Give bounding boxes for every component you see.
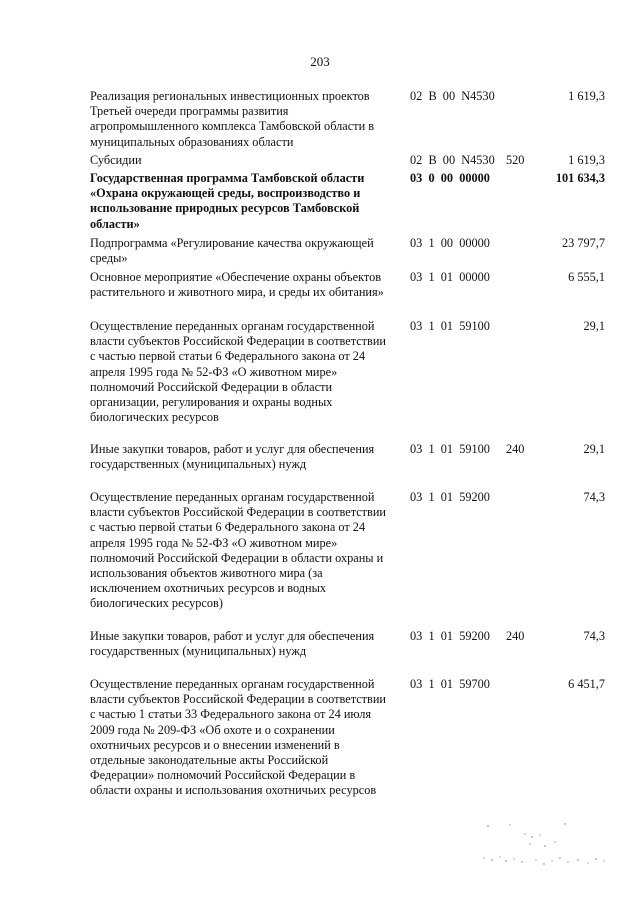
row-expense-type: 520 <box>506 153 525 167</box>
row-code: 03 1 01 00000 <box>410 270 490 284</box>
row-code: 03 1 01 59100 <box>410 442 490 456</box>
row-amount: 6 451,7 <box>568 677 605 691</box>
row-code: 02 В 00 N4530 <box>410 89 495 103</box>
row-description: Подпрограмма «Регулирование качества окружающей среды» <box>90 236 374 266</box>
row-description: Осуществление переданных органам государственной власти субъектов Российской Федерации в соответствии с частью первой статьи 6 Федерального закона от 24 апреля 1995 года № 52-ФЗ «О животном мире» полномочий Российской Федерации в области охраны и использования объектов животного мира (за исключением охотничьих ресурсов и водных биологических ресурсов) <box>90 490 387 611</box>
row-amount: 6 555,1 <box>568 270 605 284</box>
row-code: 03 1 00 00000 <box>410 236 490 250</box>
row-description: Субсидии <box>90 153 142 167</box>
row-description: Государственная программа Тамбовской области «Охрана окружающей среды, воспроизводство и использование природных ресурсов Тамбовской области» <box>90 171 365 231</box>
row-code: 03 1 01 59700 <box>410 677 490 691</box>
row-code: 03 1 01 59100 <box>410 319 490 333</box>
row-description: Осуществление переданных органам государственной власти субъектов Российской Федерации в соответствии с частью первой статьи 6 Федерального закона от 24 апреля 1995 года № 52-ФЗ «О животном мире» полномочий Российской Федерации в области организации, регулирования и охраны водных биологических ресурсов <box>90 319 387 425</box>
row-amount: 101 634,3 <box>555 171 605 185</box>
row-code: 03 1 01 59200 <box>410 629 490 643</box>
row-description: Иные закупки товаров, работ и услуг для обеспечения государственных (муниципальных) нужд <box>90 629 375 659</box>
row-code: 03 1 01 59200 <box>410 490 490 504</box>
row-amount: 74,3 <box>583 629 605 643</box>
page-number: 203 <box>310 54 330 69</box>
row-expense-type: 240 <box>506 442 525 456</box>
row-code: 03 0 00 00000 <box>410 171 490 185</box>
row-amount: 1 619,3 <box>568 153 605 167</box>
row-amount: 23 797,7 <box>561 236 605 250</box>
row-amount: 74,3 <box>583 490 605 504</box>
row-amount: 29,1 <box>583 442 605 456</box>
row-description: Осуществление переданных органам государственной власти субъектов Российской Федерации в соответствии с частью 1 статьи 33 Федерального закона от 24 июля 2009 года № 209-ФЗ «Об охоте и о сохранении охотничьих ресурсов и о внесении изменений в отдельные законодательные акты Российской Федерации» полномочий Российской Федерации в области охраны и использования охотничьих ресурсов <box>90 677 387 798</box>
row-description: Реализация региональных инвестиционных проектов Третьей очереди программы развития агропромышленного комплекса Тамбовской области в муниципальных образованиях области <box>90 89 375 149</box>
scan-noise-marks <box>470 820 620 880</box>
row-amount: 1 619,3 <box>568 89 605 103</box>
row-code: 02 В 00 N4530 <box>410 153 495 167</box>
row-amount: 29,1 <box>583 319 605 333</box>
row-description: Иные закупки товаров, работ и услуг для обеспечения государственных (муниципальных) нужд <box>90 442 375 472</box>
row-description: Основное мероприятие «Обеспечение охраны объектов растительного и животного мира, и среды их обитания» <box>90 270 384 300</box>
row-expense-type: 240 <box>506 629 525 643</box>
